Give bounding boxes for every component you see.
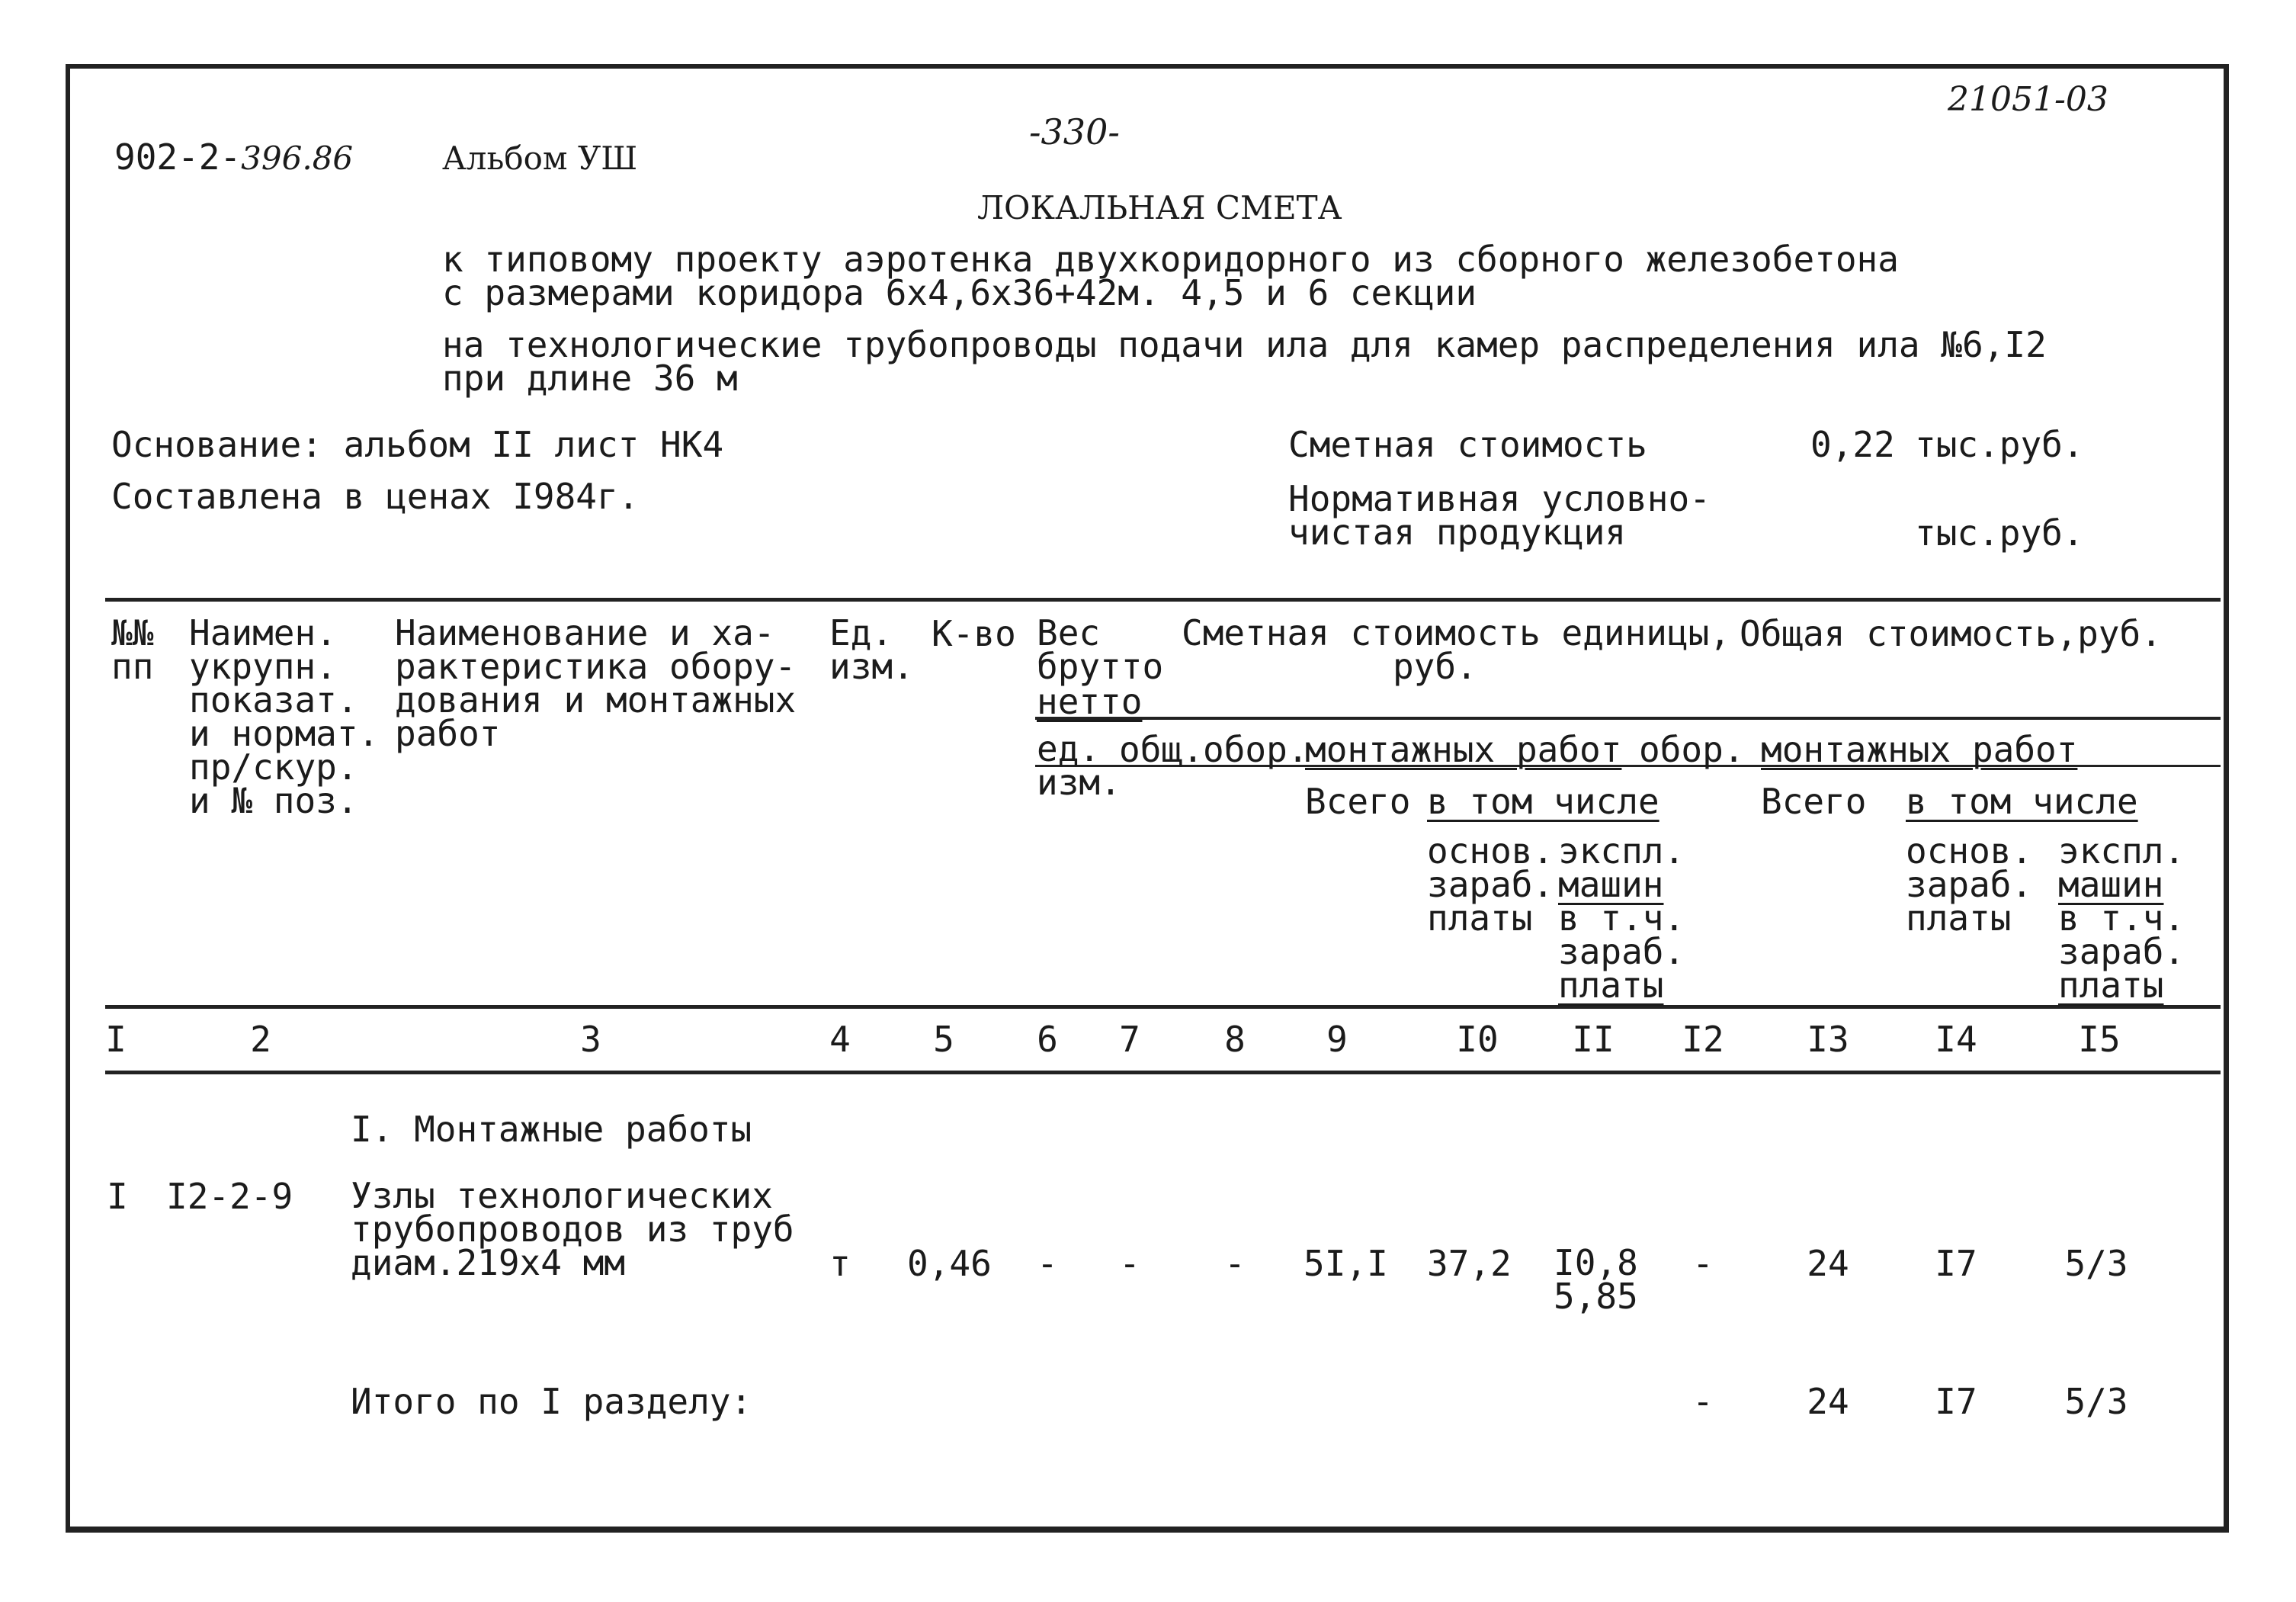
col-number-1: I bbox=[105, 1019, 127, 1060]
col-number-4: 4 bbox=[829, 1019, 851, 1060]
cost-value: 0,22 bbox=[1810, 424, 1895, 465]
col-number-5: 5 bbox=[933, 1019, 954, 1060]
colnum-bottom-rule bbox=[105, 1071, 2221, 1074]
equipment-sub-2: обор. bbox=[1639, 729, 1745, 770]
col-number-2: 2 bbox=[250, 1019, 271, 1060]
base-pay-header-2: основ. зараб. платы bbox=[1906, 830, 2033, 939]
row-unit: т bbox=[829, 1243, 851, 1284]
col-name-header: Наименование и ха- рактеристика обору- дования и монтажных работ bbox=[395, 612, 797, 754]
col-code-header: Наимен. укрупн. показат. и нормат. пр/скур. и № поз. bbox=[189, 612, 380, 821]
section-total-col12: - bbox=[1692, 1381, 1714, 1422]
col-number-10: I0 bbox=[1456, 1019, 1499, 1060]
col-number-14: I4 bbox=[1935, 1019, 1977, 1060]
doc-subject: на технологические трубопроводы подачи ила для камер распределения ила №6,I2 при длине 36 м bbox=[442, 324, 2047, 399]
col-number-11: II bbox=[1572, 1019, 1615, 1060]
section-title: I. Монтажные работы bbox=[351, 1109, 752, 1150]
doc-title: ЛОКАЛЬНАЯ СМЕТА bbox=[977, 189, 1342, 226]
prices-text: Составлена в ценах I984г. bbox=[111, 476, 640, 517]
including-label-2: в том числе bbox=[1906, 781, 2138, 822]
mounting-sub-1: монтажных работ bbox=[1305, 729, 1622, 770]
col-number-3: 3 bbox=[580, 1019, 601, 1060]
norm-label: Нормативная условно- чистая продукция bbox=[1288, 478, 1711, 553]
col-number-15: I5 bbox=[2078, 1019, 2121, 1060]
equipment-sub-1: обор. bbox=[1203, 729, 1309, 770]
header-bottom-rule bbox=[105, 1005, 2221, 1009]
doc-code: 902-2-396.86 bbox=[114, 136, 354, 178]
col-number-9: 9 bbox=[1326, 1019, 1348, 1060]
row-qty: 0,46 bbox=[907, 1243, 992, 1284]
row-name: Узлы технологических трубопроводов из труб диам.219х4 мм bbox=[351, 1175, 794, 1283]
col-number-8: 8 bbox=[1224, 1019, 1246, 1060]
col-number-13: I3 bbox=[1807, 1019, 1849, 1060]
row-col11: I0,8 5,85 bbox=[1554, 1242, 1638, 1317]
col-number-6: 6 bbox=[1037, 1019, 1058, 1060]
all-label-2: Всего bbox=[1761, 781, 1867, 822]
including-label-1: в том числе bbox=[1427, 781, 1659, 822]
row-col10: 37,2 bbox=[1427, 1243, 1512, 1284]
row-col12: - bbox=[1692, 1243, 1714, 1284]
row-col7: - bbox=[1119, 1243, 1140, 1284]
row-col9: 5I,I bbox=[1304, 1243, 1388, 1284]
cost-label: Сметная стоимость bbox=[1288, 424, 1647, 465]
table-top-rule bbox=[105, 598, 2221, 602]
col-number-12: I2 bbox=[1682, 1019, 1724, 1060]
album-label: Альбом УШ bbox=[442, 140, 638, 177]
row-col13: 24 bbox=[1807, 1243, 1849, 1284]
section-total-col13: 24 bbox=[1807, 1381, 1849, 1422]
total-sub: общ. bbox=[1119, 729, 1204, 770]
base-pay-header-1: основ. зараб. платы bbox=[1427, 830, 1554, 939]
section-total-col14: I7 bbox=[1935, 1381, 1977, 1422]
row-num: I bbox=[107, 1176, 128, 1217]
row-col6: - bbox=[1037, 1243, 1058, 1284]
unit-cost-header: Сметная стоимость единицы, руб. bbox=[1182, 612, 1731, 687]
norm-unit: тыс.руб. bbox=[1915, 512, 2084, 554]
row-col15: 5/3 bbox=[2064, 1243, 2128, 1284]
row-col8: - bbox=[1224, 1243, 1246, 1284]
row-code: I2-2-9 bbox=[166, 1176, 293, 1217]
unit-meas-sub: ед. изм. bbox=[1037, 728, 1121, 803]
all-label-1: Всего bbox=[1305, 781, 1411, 822]
machines-header-2: экспл. машин в т.ч. зараб. платы bbox=[2058, 830, 2185, 1006]
section-total-label: Итого по I разделу: bbox=[351, 1381, 752, 1422]
total-cost-header: Общая стоимость,руб. bbox=[1740, 613, 2162, 654]
col-weight-header: Вес брутто bbox=[1037, 612, 1164, 687]
mounting-sub-2: монтажных работ bbox=[1761, 729, 2078, 770]
col-weight-netto: нетто bbox=[1037, 681, 1143, 722]
page-number: -330- bbox=[1029, 111, 1120, 152]
col-qty-header: К-во bbox=[932, 613, 1016, 654]
archive-stamp: 21051-03 bbox=[1948, 80, 2108, 119]
basis-text: Основание: альбом II лист НК4 bbox=[111, 424, 724, 465]
cost-unit: тыс.руб. bbox=[1915, 424, 2084, 465]
col-num-header: №№ пп bbox=[111, 612, 154, 687]
header-rule-1 bbox=[1035, 717, 2221, 720]
doc-subtitle: к типовому проекту аэротенка двухкоридорного из сборного железобетона с размерами коридора 6х4,6х36+42м. 4,5 и 6 секции bbox=[442, 239, 1899, 313]
machines-header-1: экспл. машин в т.ч. зараб. платы bbox=[1558, 830, 1685, 1006]
col-unit-header: Ед. изм. bbox=[829, 612, 914, 687]
section-total-col15: 5/3 bbox=[2064, 1381, 2128, 1422]
col-number-7: 7 bbox=[1119, 1019, 1140, 1060]
row-col14: I7 bbox=[1935, 1243, 1977, 1284]
